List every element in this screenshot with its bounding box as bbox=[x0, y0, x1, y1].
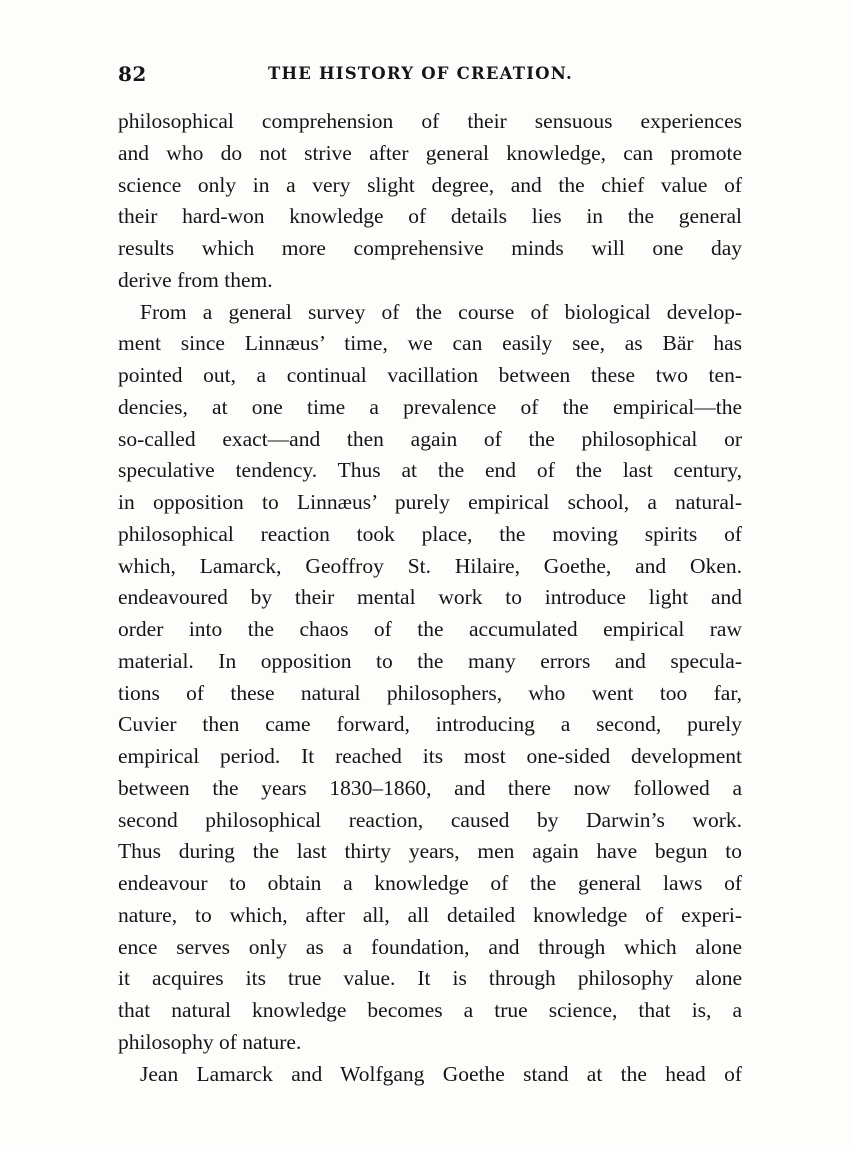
body-text bbox=[118, 106, 742, 1090]
text-line: tions of these natural philosophers, who went too far, bbox=[118, 680, 742, 705]
text-line: philosophical comprehension of their sensuous experiences bbox=[118, 109, 742, 133]
paragraph bbox=[118, 1059, 742, 1091]
text-line: science only in a very slight degree, and the chief value of bbox=[118, 172, 742, 197]
text-line: between the years 1830–1860, and there now followed a bbox=[118, 775, 742, 800]
text-line: Cuvier then came forward, introducing a second, purely bbox=[118, 712, 742, 737]
text-line: Thus during the last thirty years, men again have begun to bbox=[118, 839, 742, 864]
text-line: empirical period. It reached its most one-sided development bbox=[118, 744, 742, 768]
text-line: results which more comprehensive minds will one day bbox=[118, 236, 742, 260]
text-line: ence serves only as a foundation, and through which alone bbox=[118, 934, 742, 959]
page-number: 82 bbox=[118, 62, 147, 86]
running-head: THE HISTORY OF CREATION. bbox=[268, 64, 573, 83]
text-line: order into the chaos of the accumulated empirical raw bbox=[118, 617, 742, 641]
text-line: ment since Linnæus’ time, we can easily see, as Bär has bbox=[118, 331, 742, 356]
text-line: Jean Lamarck and Wolfgang Goethe stand at the head of bbox=[140, 1061, 742, 1086]
text-line: endeavour to obtain a knowledge of the general laws of bbox=[118, 871, 742, 895]
text-line: endeavoured by their mental work to introduce light and bbox=[118, 585, 742, 610]
text-line: so-called exact—and then again of the philosophical or bbox=[118, 426, 742, 451]
paragraph bbox=[118, 297, 742, 1059]
text-line: that natural knowledge becomes a true science, that is, a bbox=[118, 998, 742, 1022]
paragraph bbox=[118, 106, 742, 297]
text-line: dencies, at one time a prevalence of the empirical—the bbox=[118, 394, 742, 419]
text-line: pointed out, a continual vacillation between these two ten- bbox=[118, 363, 742, 387]
text-line: philosophical reaction took place, the moving spirits of bbox=[118, 521, 742, 546]
text-line: nature, to which, after all, all detailed knowledge of experi- bbox=[118, 902, 742, 927]
text-line: philosophy of nature. bbox=[118, 1029, 302, 1054]
text-line: second philosophical reaction, caused by Darwin’s work. bbox=[118, 807, 742, 832]
text-line: material. In opposition to the many errors and specula- bbox=[118, 648, 742, 673]
text-line: speculative tendency. Thus at the end of the last century, bbox=[118, 458, 742, 483]
text-line: in opposition to Linnæus’ purely empirical school, a natural- bbox=[118, 490, 742, 514]
text-line: their hard-won knowledge of details lies in the general bbox=[118, 204, 742, 229]
text-line: From a general survey of the course of biological develop- bbox=[140, 299, 742, 324]
text-line: it acquires its true value. It is through philosophy alone bbox=[118, 966, 742, 991]
text-line: and who do not strive after general knowledge, can promote bbox=[118, 140, 742, 165]
page-header bbox=[118, 62, 742, 90]
text-line: derive from them. bbox=[118, 267, 273, 292]
text-line: which, Lamarck, Geoffroy St. Hilaire, Goethe, and Oken. bbox=[118, 553, 742, 578]
